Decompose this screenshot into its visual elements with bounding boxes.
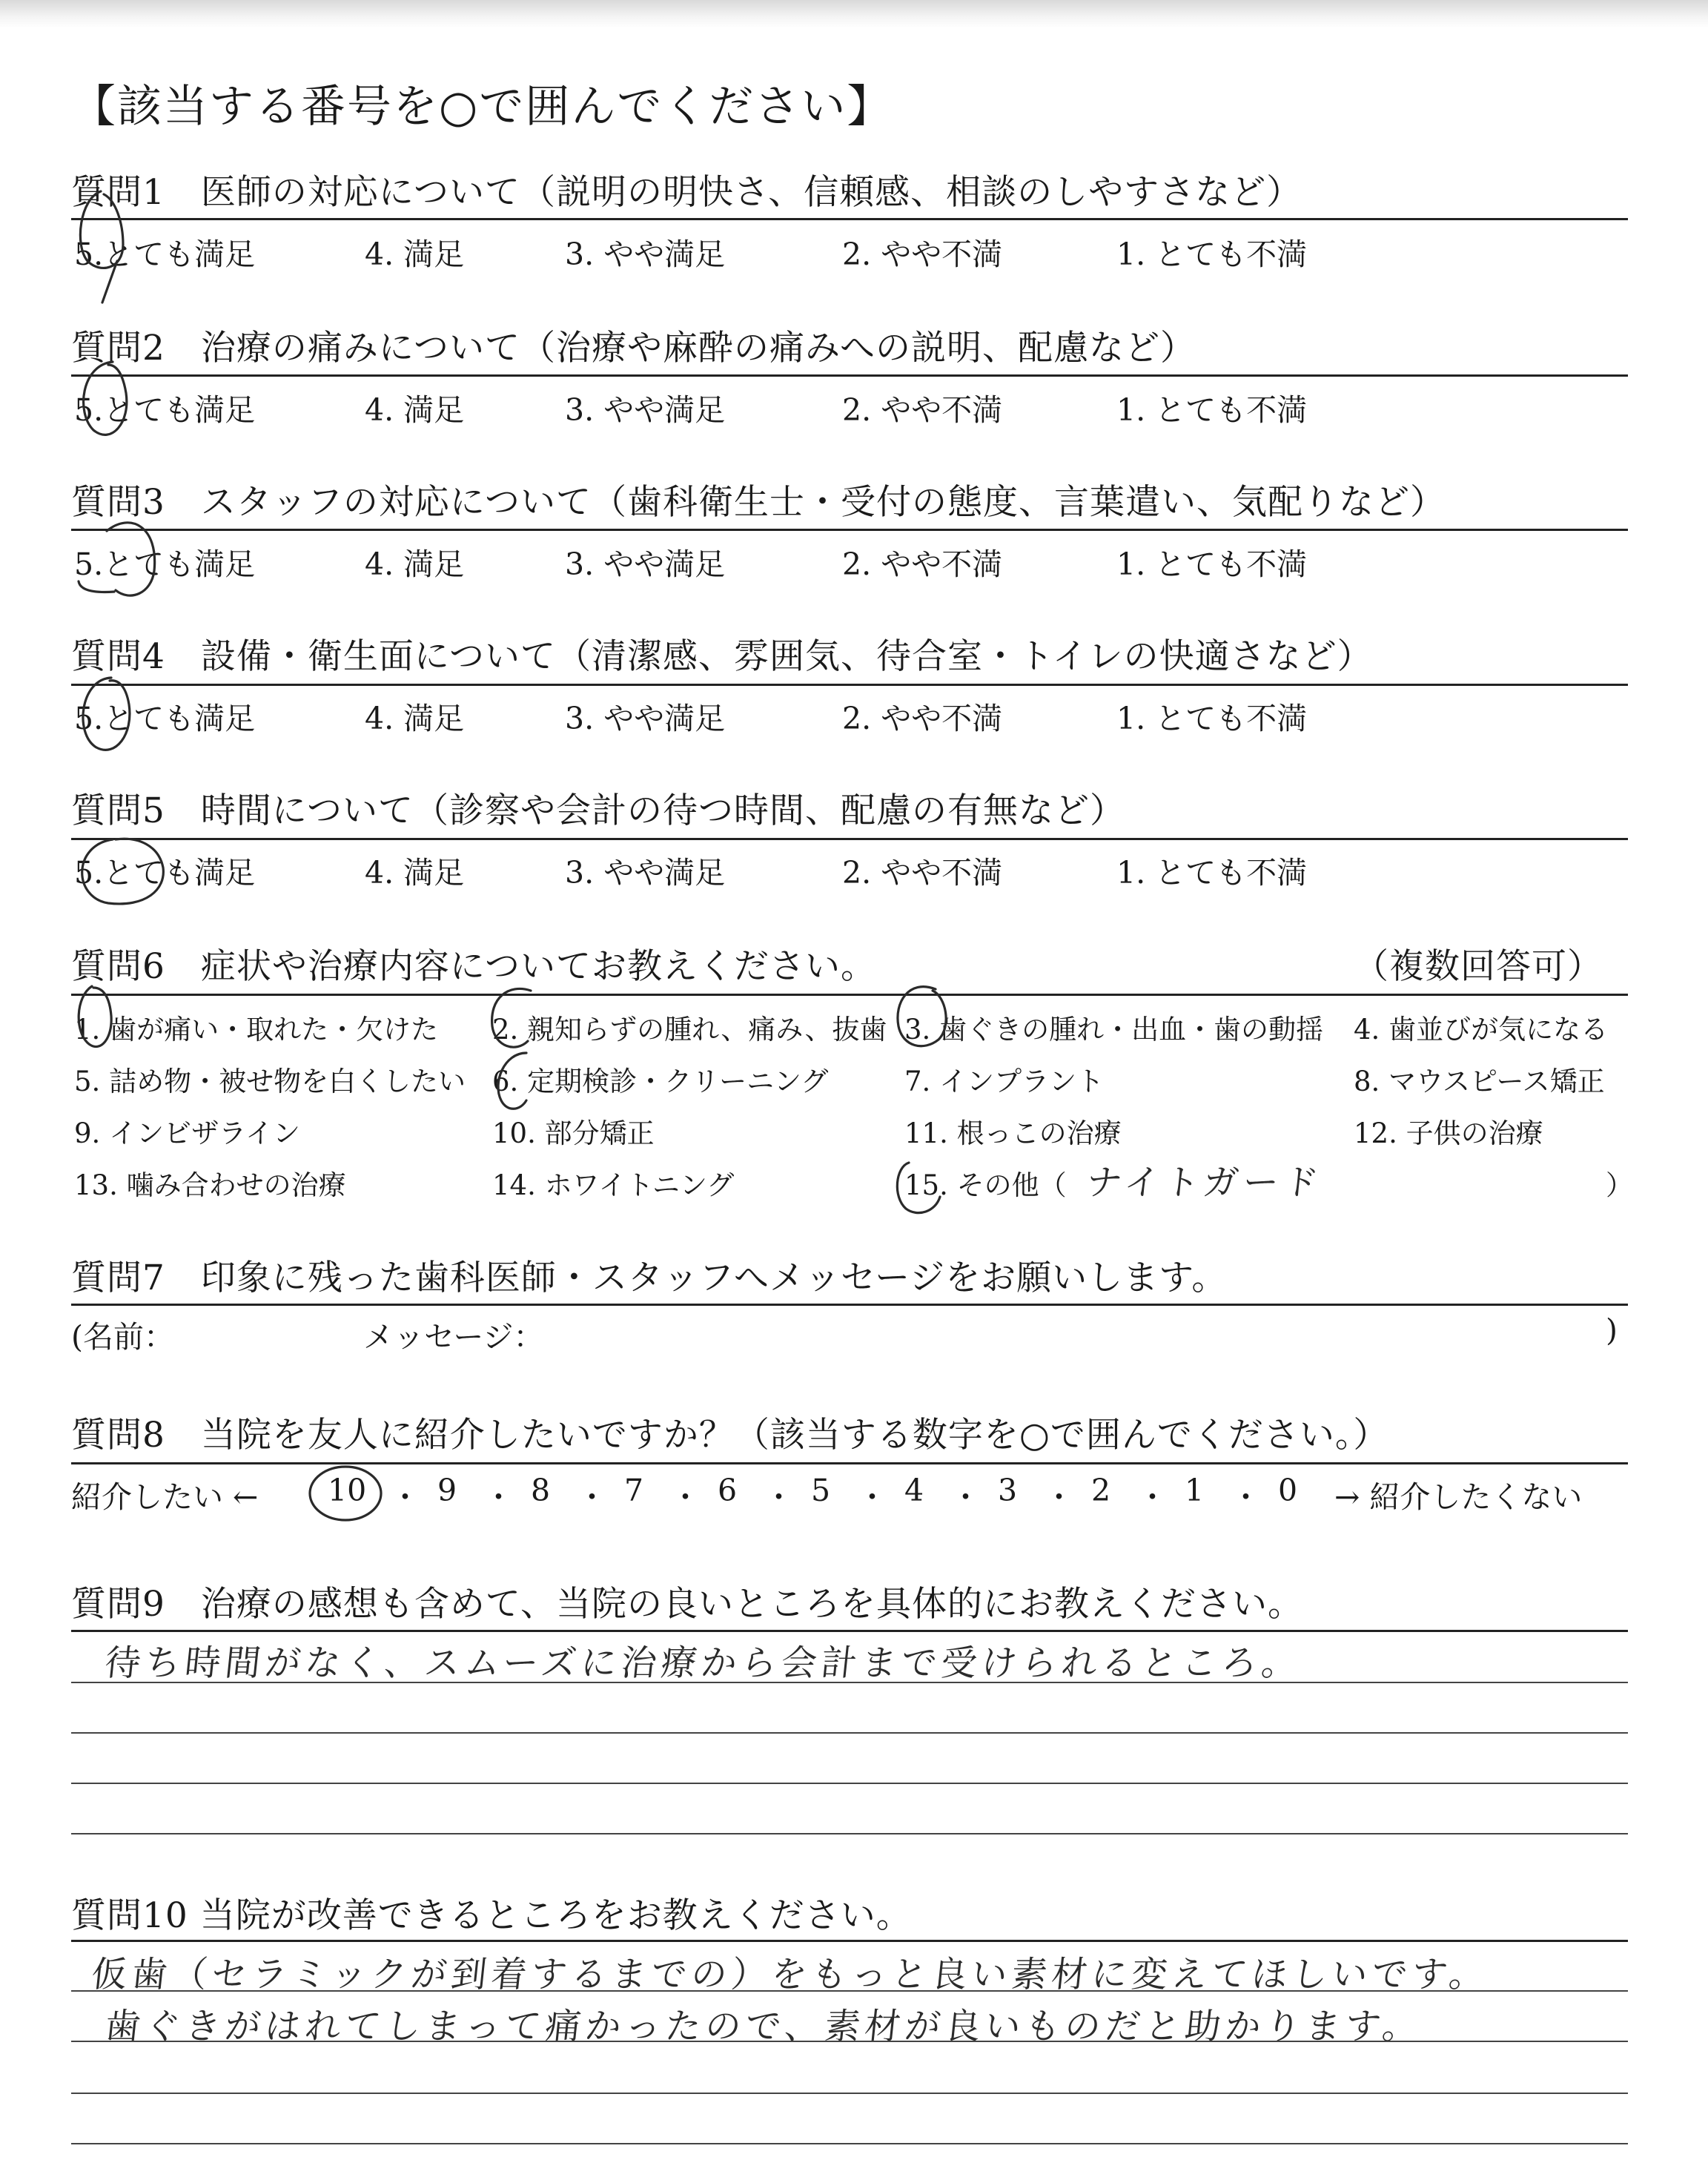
q5-rule — [71, 838, 1628, 840]
q2-option-2[interactable]: 2. やや不満 — [842, 392, 1003, 428]
q6-rule — [71, 994, 1628, 996]
q10-title: 質問10 当院が改善できるところをお教えください。 — [71, 1895, 912, 1936]
q8-sep: ・ — [1044, 1479, 1074, 1515]
q8-sep: ・ — [857, 1479, 887, 1515]
q6-other-close: ） — [1606, 1169, 1633, 1201]
q3-option-1[interactable]: 1. とても不満 — [1116, 546, 1308, 582]
q6-item-1[interactable]: 1. 歯が痛い・取れた・欠けた — [74, 1014, 439, 1046]
q1-option-3[interactable]: 3. やや満足 — [565, 237, 726, 272]
q8-left-label: 紹介したい ← — [71, 1479, 259, 1515]
q6-item-11[interactable]: 11. 根っこの治療 — [904, 1117, 1122, 1149]
q8-sep: ・ — [670, 1479, 701, 1515]
q9-answer[interactable]: 待ち時間がなく、スムーズに治療から会計まで受けられるところ。 — [102, 1642, 1304, 1684]
q5-option-3[interactable]: 3. やや満足 — [565, 855, 726, 891]
q1-option-4[interactable]: 4. 満足 — [365, 237, 465, 272]
q6-item-4[interactable]: 4. 歯並びが気になる — [1354, 1014, 1609, 1046]
survey-sheet — [71, 0, 1633, 2160]
q5-option-1[interactable]: 1. とても不満 — [1116, 855, 1308, 891]
q9-write-line — [71, 1682, 1628, 1683]
q8-sep: ・ — [483, 1479, 514, 1515]
q2-title: 質問2 治療の痛みについて（治療や麻酔の痛みへの説明、配慮など） — [71, 328, 1196, 369]
q8-sep: ・ — [577, 1479, 607, 1515]
q6-item-12[interactable]: 12. 子供の治療 — [1354, 1117, 1543, 1149]
q3-option-4[interactable]: 4. 満足 — [365, 546, 465, 582]
q4-option-5[interactable]: 5.とても満足 — [74, 701, 256, 736]
q6-item-5[interactable]: 5. 詰め物・被せ物を白くしたい — [74, 1066, 466, 1097]
q10-answer-line-1[interactable]: 仮歯（セラミックが到着するまでの）をもっと良い素材に変えてほしいです。 — [89, 1954, 1492, 1995]
q3-option-5[interactable]: 5.とても満足 — [74, 546, 256, 582]
q8-scale-0[interactable]: 0 — [1278, 1473, 1298, 1508]
q4-option-1[interactable]: 1. とても不満 — [1116, 701, 1308, 736]
q8-scale-5[interactable]: 5 — [811, 1473, 831, 1508]
q7-close: ) — [1606, 1312, 1618, 1348]
q6-item-7[interactable]: 7. インプラント — [904, 1066, 1105, 1097]
q2-option-1[interactable]: 1. とても不満 — [1116, 392, 1308, 428]
q8-scale-10[interactable]: 10 — [328, 1473, 367, 1508]
q8-right-label: → 紹介したくない — [1334, 1479, 1583, 1515]
q8-sep: ・ — [390, 1479, 420, 1515]
q8-scale-3[interactable]: 3 — [998, 1473, 1018, 1508]
q4-rule — [71, 684, 1628, 686]
q5-option-5[interactable]: 5.とても満足 — [74, 855, 256, 891]
q9-rule — [71, 1630, 1628, 1632]
q4-option-3[interactable]: 3. やや満足 — [565, 701, 726, 736]
q1-option-5[interactable]: 5.とても満足 — [74, 237, 256, 272]
q6-item-10[interactable]: 10. 部分矯正 — [492, 1117, 655, 1149]
q8-scale-7[interactable]: 7 — [624, 1473, 644, 1508]
q8-scale-6[interactable]: 6 — [718, 1473, 738, 1508]
q3-title: 質問3 スタッフの対応について（歯科衛生士・受付の態度、言葉遣い、気配りなど） — [71, 482, 1446, 523]
q8-rule — [71, 1462, 1628, 1464]
q10-write-line — [71, 2143, 1628, 2144]
q10-rule — [71, 1940, 1628, 1942]
q6-item-6[interactable]: 6. 定期検診・クリーニング — [492, 1066, 829, 1097]
q6-other-answer[interactable]: ナイトガード — [1084, 1162, 1325, 1203]
q2-option-3[interactable]: 3. やや満足 — [565, 392, 726, 428]
q8-sep: ・ — [764, 1479, 794, 1515]
q6-title: 質問6 症状や治療内容についてお教えください。 — [71, 946, 876, 987]
q9-write-line — [71, 1783, 1628, 1784]
q8-sep: ・ — [1137, 1479, 1168, 1515]
q8-scale-2[interactable]: 2 — [1091, 1473, 1111, 1508]
q6-item-2[interactable]: 2. 親知らずの腫れ、痛み、抜歯 — [492, 1014, 887, 1046]
q9-title: 質問9 治療の感想も含めて、当院の良いところを具体的にお教えください。 — [71, 1584, 1303, 1625]
q5-option-4[interactable]: 4. 満足 — [365, 855, 465, 891]
q2-option-4[interactable]: 4. 満足 — [365, 392, 465, 428]
q8-scale-1[interactable]: 1 — [1185, 1473, 1205, 1508]
q1-option-2[interactable]: 2. やや不満 — [842, 237, 1003, 272]
q8-scale-8[interactable]: 8 — [531, 1473, 551, 1508]
q6-item-15[interactable]: 15. その他（ — [904, 1169, 1067, 1201]
q8-scale-9[interactable]: 9 — [437, 1473, 457, 1508]
q7-name-label: (名前： — [71, 1319, 174, 1355]
q4-option-2[interactable]: 2. やや不満 — [842, 701, 1003, 736]
q4-title: 質問4 設備・衛生面について（清潔感、雰囲気、待合室・トイレの快適さなど） — [71, 636, 1373, 677]
q6-item-3[interactable]: 3. 歯ぐきの腫れ・出血・歯の動揺 — [904, 1014, 1324, 1046]
q10-write-line — [71, 2041, 1628, 2042]
q9-write-line — [71, 1833, 1628, 1834]
q2-option-5[interactable]: 5.とても満足 — [74, 392, 256, 428]
q2-rule — [71, 374, 1628, 377]
q3-option-3[interactable]: 3. やや満足 — [565, 546, 726, 582]
q6-item-13[interactable]: 13. 噛み合わせの治療 — [74, 1169, 346, 1201]
q8-title: 質問8 当院を友人に紹介したいですか？（該当する数字を○で囲んでください。） — [71, 1415, 1389, 1456]
q6-item-9[interactable]: 9. インビザライン — [74, 1117, 300, 1149]
q1-title: 質問1 医師の対応について（説明の明快さ、信頼感、相談のしやすさなど） — [71, 172, 1302, 213]
q7-message-label: メッセージ： — [363, 1319, 544, 1355]
q3-option-2[interactable]: 2. やや不満 — [842, 546, 1003, 582]
q8-sep: ・ — [1231, 1479, 1261, 1515]
q10-answer-line-2[interactable]: 歯ぐきがはれてしまって痛かったので、素材が良いものだと助かります。 — [102, 2006, 1425, 2047]
q3-rule — [71, 529, 1628, 531]
q7-rule — [71, 1304, 1628, 1306]
q4-option-4[interactable]: 4. 満足 — [365, 701, 465, 736]
instruction-heading: 【該当する番号を○で囲んでください】 — [71, 81, 893, 133]
q1-option-1[interactable]: 1. とても不満 — [1116, 237, 1308, 272]
q6-item-8[interactable]: 8. マウスピース矯正 — [1354, 1066, 1605, 1097]
q8-sep: ・ — [950, 1479, 981, 1515]
q5-title: 質問5 時間について（診察や会計の待つ時間、配慮の有無など） — [71, 790, 1125, 831]
q9-write-line — [71, 1732, 1628, 1734]
q6-item-14[interactable]: 14. ホワイトニング — [492, 1169, 735, 1201]
q1-rule — [71, 218, 1628, 220]
q10-write-line — [71, 1990, 1628, 1992]
q5-option-2[interactable]: 2. やや不満 — [842, 855, 1003, 891]
q6-multiple-note: （複数回答可） — [1354, 946, 1603, 987]
q10-write-line — [71, 2093, 1628, 2094]
q7-title: 質問7 印象に残った歯科医師・スタッフへメッセージをお願いします。 — [71, 1258, 1228, 1298]
q8-scale-4[interactable]: 4 — [904, 1473, 924, 1508]
